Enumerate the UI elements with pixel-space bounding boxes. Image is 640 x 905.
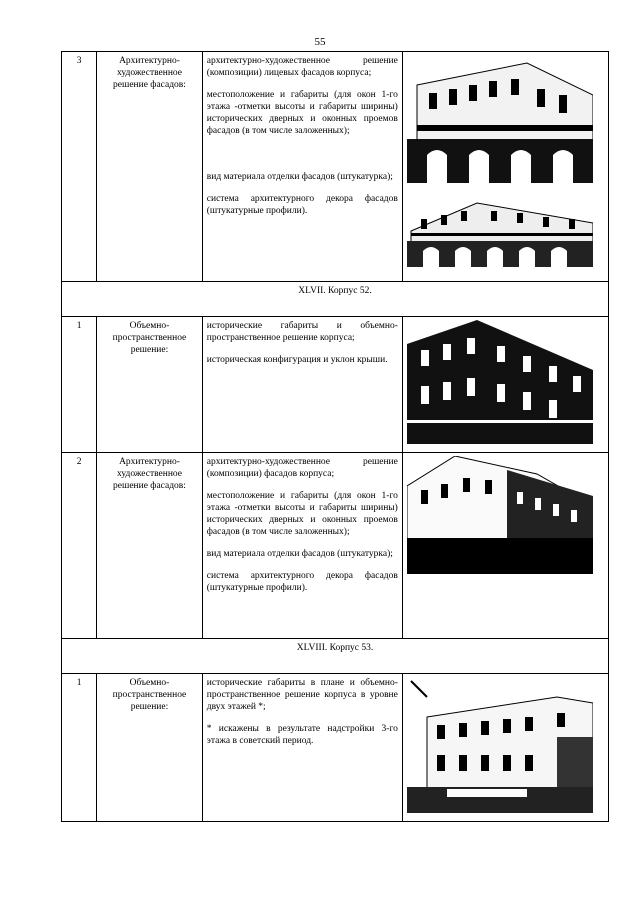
building-photo: [407, 677, 593, 813]
building-facade-photo: [407, 456, 593, 574]
photo-cell: [402, 317, 608, 453]
element-description: [202, 674, 402, 822]
photo-cell: [402, 453, 608, 639]
heritage-elements-table: [61, 51, 609, 822]
element-description: [202, 453, 402, 639]
row-number: 2: [62, 453, 97, 639]
section-header-row: [62, 639, 609, 674]
building-facade-photo: [407, 55, 593, 183]
description-paragraph: вид материала отделки фасадов (штукатурка);: [206, 549, 393, 559]
description-paragraph: система архитектурного декора фасадов (штукатурные профили).: [206, 194, 398, 216]
element-name: Архитектурно-художественное решение фасадов:: [97, 52, 203, 282]
row-number: 1: [62, 674, 97, 822]
description-paragraph: * искажены в результате надстройки 3-го этажа в советский период.: [206, 724, 398, 746]
description-paragraph: архитектурно-художественное решение (композиции) лицевых фасадов корпуса;: [206, 56, 398, 78]
row-number: 3: [62, 52, 97, 282]
description-paragraph: система архитектурного декора фасадов (штукатурные профили).: [206, 571, 398, 593]
element-name: Объемно-пространственное решение:: [97, 674, 203, 822]
description-paragraph: местоположение и габариты (для окон 1-го этажа -отметки высоты и габариты ширины) исторических дверных и оконных проемов фасадов (в том числе заложенных);: [206, 90, 398, 136]
element-name: Архитектурно-художественное решение фасадов:: [97, 453, 203, 639]
description-paragraph: исторические габариты и объемно-пространственное решение корпуса;: [206, 321, 398, 343]
section-title: XLVIII. Корпус 53.: [62, 639, 609, 674]
description-paragraph: вид материала отделки фасадов (штукатурка);: [206, 172, 393, 182]
table-row: [62, 453, 609, 639]
description-paragraph: архитектурно-художественное решение (композиции) фасадов корпуса;: [206, 457, 398, 479]
table-row: [62, 52, 609, 282]
element-name: Объемно-пространственное решение:: [97, 317, 203, 453]
table-row: [62, 674, 609, 822]
table-row: [62, 317, 609, 453]
building-facade-photo: [407, 197, 593, 267]
page-number: 55: [314, 36, 326, 48]
photo-cell: [402, 52, 608, 282]
element-description: [202, 317, 402, 453]
description-paragraph: исторические габариты в плане и объемно-пространственное решение корпуса в уровне двух этажей *;: [206, 678, 398, 712]
row-number: 1: [62, 317, 97, 453]
section-header-row: [62, 282, 609, 317]
building-photo: [407, 320, 593, 444]
description-paragraph: местоположение и габариты (для окон 1-го этажа -отметки высоты и габариты ширины) исторических дверных и оконных проемов фасадов (в том числе заложенных);: [206, 491, 398, 537]
element-description: [202, 52, 402, 282]
photo-cell: [402, 674, 608, 822]
description-paragraph: историческая конфигурация и уклон крыши.: [206, 355, 388, 365]
section-title: XLVII. Корпус 52.: [62, 282, 609, 317]
